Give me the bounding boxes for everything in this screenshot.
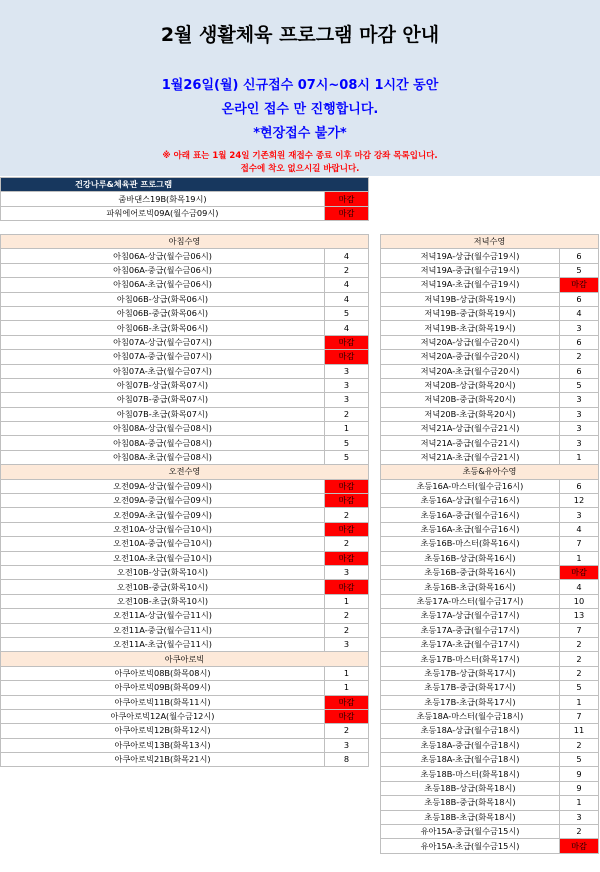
remaining-count: 6 [560, 479, 599, 493]
table-row [381, 306, 599, 320]
table-row [381, 594, 599, 608]
remaining-count: 2 [560, 652, 599, 666]
closed-badge: 마감 [560, 565, 599, 579]
program-name: 아침06A-초급(월수금06시) [1, 278, 325, 292]
closed-badge: 마감 [325, 494, 369, 508]
program-name: 초등17A-초급(월수금17시) [381, 637, 560, 651]
remaining-count: 2 [325, 609, 369, 623]
table-row [381, 652, 599, 666]
remaining-count: 6 [560, 292, 599, 306]
table-row [381, 450, 599, 464]
closed-badge: 마감 [560, 839, 599, 853]
table-row [1, 724, 369, 738]
remaining-count: 3 [560, 422, 599, 436]
program-name: 아침08A-상급(월수금08시) [1, 422, 325, 436]
program-name: 저녁19A-중급(월수금19시) [381, 263, 560, 277]
section-header-row [1, 235, 369, 249]
remaining-count: 3 [325, 378, 369, 392]
closed-badge: 마감 [325, 522, 369, 536]
program-name: 아쿠아로빅09B(화목09시) [1, 681, 325, 695]
closed-badge: 마감 [560, 278, 599, 292]
section-title: 아쿠아로빅 [1, 652, 369, 666]
remaining-count: 3 [325, 565, 369, 579]
table-row [1, 263, 369, 277]
table-row [1, 206, 369, 220]
remaining-count: 1 [325, 594, 369, 608]
table-row [381, 796, 599, 810]
closed-badge: 마감 [325, 709, 369, 723]
program-name: 유아15A-중급(월수금15시) [381, 825, 560, 839]
remaining-count: 2 [560, 738, 599, 752]
remaining-count: 3 [325, 364, 369, 378]
table-row [1, 753, 369, 767]
remaining-count: 4 [325, 249, 369, 263]
table-row [1, 537, 369, 551]
program-name: 아침07B-상급(화목07시) [1, 378, 325, 392]
table-row [1, 393, 369, 407]
remaining-count: 4 [325, 292, 369, 306]
table-row [381, 479, 599, 493]
closed-badge: 마감 [325, 192, 369, 206]
program-name: 아쿠아로빅12B(화목12시) [1, 724, 325, 738]
table-row [381, 436, 599, 450]
program-name: 초등17B-마스터(화목17시) [381, 652, 560, 666]
closed-badge: 마감 [325, 695, 369, 709]
remaining-count: 2 [560, 637, 599, 651]
section-title: 건강나루&체육관 프로그램 [1, 178, 369, 192]
table-row [381, 335, 599, 349]
program-name: 아침08A-중급(월수금08시) [1, 436, 325, 450]
program-name: 아침08A-초급(월수금08시) [1, 450, 325, 464]
remaining-count: 10 [560, 594, 599, 608]
table-row [381, 249, 599, 263]
table-row [1, 551, 369, 565]
program-name: 초등18B-초급(화목18시) [381, 810, 560, 824]
closed-badge: 마감 [325, 206, 369, 220]
remaining-count: 3 [325, 738, 369, 752]
remaining-count: 5 [325, 436, 369, 450]
table-row [1, 681, 369, 695]
program-name: 오전10A-초급(월수금10시) [1, 551, 325, 565]
program-name: 저녁19B-상급(화목19시) [381, 292, 560, 306]
program-name: 아침06A-중급(월수금06시) [1, 263, 325, 277]
notice-line-1: 1월26일(월) 신규접수 07시~08시 1시간 동안 [161, 78, 439, 93]
remaining-count: 3 [560, 508, 599, 522]
remaining-count: 11 [560, 724, 599, 738]
program-name: 아쿠아로빅21B(화목21시) [1, 753, 325, 767]
table-row [1, 350, 369, 364]
program-name: 초등16B-초급(화목16시) [381, 580, 560, 594]
program-name: 저녁20B-초급(화목20시) [381, 407, 560, 421]
program-name: 오전11A-중급(월수금11시) [1, 623, 325, 637]
section-header-row [1, 178, 369, 192]
remaining-count: 3 [560, 393, 599, 407]
table-row [1, 594, 369, 608]
remaining-count: 1 [560, 796, 599, 810]
remaining-count: 4 [560, 522, 599, 536]
remaining-count: 7 [560, 709, 599, 723]
program-name: 저녁20A-초급(월수금20시) [381, 364, 560, 378]
program-name: 초등17B-초급(화목17시) [381, 695, 560, 709]
program-name: 초등18B-상급(화목18시) [381, 781, 560, 795]
program-name: 아침06B-상급(화목06시) [1, 292, 325, 306]
table-row [1, 278, 369, 292]
table-row [381, 623, 599, 637]
table-row [381, 537, 599, 551]
section-title: 오전수영 [1, 465, 369, 479]
section-title: 아침수영 [1, 235, 369, 249]
program-name: 초등18A-초급(월수금18시) [381, 753, 560, 767]
remaining-count: 2 [325, 263, 369, 277]
table-row [1, 364, 369, 378]
remaining-count: 5 [560, 263, 599, 277]
remaining-count: 3 [560, 321, 599, 335]
table-row [1, 738, 369, 752]
program-name: 오전10A-중급(월수금10시) [1, 537, 325, 551]
program-name: 저녁21A-초급(월수금21시) [381, 450, 560, 464]
remaining-count: 2 [560, 825, 599, 839]
program-name: 초등18B-중급(화목18시) [381, 796, 560, 810]
table-row [381, 753, 599, 767]
remaining-count: 3 [560, 810, 599, 824]
section-title: 저녁수영 [381, 235, 599, 249]
table-row [1, 508, 369, 522]
program-name: 오전11A-초급(월수금11시) [1, 637, 325, 651]
program-name: 오전10B-상급(화목10시) [1, 565, 325, 579]
table-row [1, 335, 369, 349]
page-title: 2월 생활체육 프로그램 마감 안내 [160, 24, 440, 46]
section-title: 초등&유아수영 [381, 465, 599, 479]
program-name: 초등17B-상급(화목17시) [381, 666, 560, 680]
program-table-top [0, 177, 369, 221]
remaining-count: 2 [325, 724, 369, 738]
table-row [1, 249, 369, 263]
table-row [381, 781, 599, 795]
program-name: 저녁19A-초급(월수금19시) [381, 278, 560, 292]
program-name: 오전09A-중급(월수금09시) [1, 494, 325, 508]
program-name: 저녁19A-상급(월수금19시) [381, 249, 560, 263]
table-row [381, 350, 599, 364]
table-row [381, 738, 599, 752]
notice-header [0, 0, 600, 176]
remaining-count: 1 [325, 666, 369, 680]
program-name: 오전10B-중급(화목10시) [1, 580, 325, 594]
program-name: 줌바댄스19B(화목19시) [1, 192, 325, 206]
program-name: 초등18A-중급(월수금18시) [381, 738, 560, 752]
table-row [1, 580, 369, 594]
section-header-row [381, 235, 599, 249]
remaining-count: 12 [560, 494, 599, 508]
program-name: 초등16A-상급(월수금16시) [381, 494, 560, 508]
table-row [1, 494, 369, 508]
remaining-count: 1 [560, 695, 599, 709]
program-name: 오전11A-상급(월수금11시) [1, 609, 325, 623]
table-row [1, 666, 369, 680]
program-name: 저녁21A-중급(월수금21시) [381, 436, 560, 450]
table-row [381, 407, 599, 421]
table-row [381, 378, 599, 392]
program-name: 아침07A-상급(월수금07시) [1, 335, 325, 349]
remaining-count: 9 [560, 781, 599, 795]
table-row [381, 364, 599, 378]
table-row [381, 508, 599, 522]
program-name: 아침06B-중급(화목06시) [1, 306, 325, 320]
remaining-count: 5 [560, 681, 599, 695]
program-name: 저녁20B-상급(화목20시) [381, 378, 560, 392]
table-row [1, 292, 369, 306]
program-name: 오전09A-상급(월수금09시) [1, 479, 325, 493]
table-row [381, 609, 599, 623]
program-table-right [380, 234, 599, 854]
remaining-count: 5 [325, 306, 369, 320]
remaining-count: 5 [325, 450, 369, 464]
closed-badge: 마감 [325, 580, 369, 594]
program-name: 아침07A-중급(월수금07시) [1, 350, 325, 364]
remaining-count: 1 [560, 551, 599, 565]
closed-badge: 마감 [325, 350, 369, 364]
program-name: 초등16B-중급(화목16시) [381, 565, 560, 579]
program-name: 아쿠아로빅11B(화목11시) [1, 695, 325, 709]
remaining-count: 3 [325, 637, 369, 651]
remaining-count: 2 [325, 508, 369, 522]
table-row [381, 263, 599, 277]
table-row [1, 192, 369, 206]
warning-line-2: 접수에 착오 없으시길 바랍니다. [240, 164, 360, 174]
table-row [381, 565, 599, 579]
program-table-left [0, 234, 369, 767]
program-name: 유아15A-초급(월수금15시) [381, 839, 560, 853]
remaining-count: 3 [560, 407, 599, 421]
table-row [381, 681, 599, 695]
remaining-count: 13 [560, 609, 599, 623]
section-header-row [1, 652, 369, 666]
remaining-count: 6 [560, 335, 599, 349]
remaining-count: 4 [325, 321, 369, 335]
warning-line-1: ※ 아래 표는 1월 24일 기존회원 재접수 종료 이후 마감 강좌 목록입니다. [162, 151, 438, 161]
remaining-count: 4 [325, 278, 369, 292]
program-name: 저녁19B-초급(화목19시) [381, 321, 560, 335]
table-row [381, 839, 599, 853]
program-name: 아쿠아로빅12A(월수금12시) [1, 709, 325, 723]
table-row [1, 479, 369, 493]
program-name: 초등16B-마스터(화목16시) [381, 537, 560, 551]
table-row [381, 494, 599, 508]
table-row [1, 436, 369, 450]
remaining-count: 6 [560, 249, 599, 263]
table-row [1, 321, 369, 335]
remaining-count: 7 [560, 537, 599, 551]
program-name: 저녁19B-중급(화목19시) [381, 306, 560, 320]
remaining-count: 2 [325, 537, 369, 551]
closed-badge: 마감 [325, 551, 369, 565]
program-name: 저녁21A-상급(월수금21시) [381, 422, 560, 436]
table-row [1, 407, 369, 421]
program-name: 초등16A-마스터(월수금16시) [381, 479, 560, 493]
program-name: 파워에어로빅09A(월수금09시) [1, 206, 325, 220]
remaining-count: 6 [560, 364, 599, 378]
remaining-count: 2 [560, 666, 599, 680]
program-name: 초등16B-상급(화목16시) [381, 551, 560, 565]
notice-line-3: *현장접수 불가* [253, 126, 347, 141]
remaining-count: 5 [560, 378, 599, 392]
program-name: 아침06A-상급(월수금06시) [1, 249, 325, 263]
program-name: 아침07B-초급(화목07시) [1, 407, 325, 421]
remaining-count: 7 [560, 623, 599, 637]
section-header-row [1, 465, 369, 479]
remaining-count: 5 [560, 753, 599, 767]
table-row [1, 450, 369, 464]
program-name: 초등18A-마스터(월수금18시) [381, 709, 560, 723]
program-name: 초등18A-상급(월수금18시) [381, 724, 560, 738]
table-row [381, 580, 599, 594]
table-row [1, 422, 369, 436]
program-name: 아침07A-초급(월수금07시) [1, 364, 325, 378]
table-row [1, 637, 369, 651]
table-row [1, 378, 369, 392]
table-row [381, 767, 599, 781]
program-name: 아쿠아로빅08B(화목08시) [1, 666, 325, 680]
remaining-count: 4 [560, 580, 599, 594]
remaining-count: 3 [560, 436, 599, 450]
program-name: 초등16A-초급(월수금16시) [381, 522, 560, 536]
remaining-count: 2 [325, 407, 369, 421]
table-row [381, 709, 599, 723]
remaining-count: 4 [560, 306, 599, 320]
remaining-count: 2 [325, 623, 369, 637]
table-row [1, 709, 369, 723]
table-row [1, 609, 369, 623]
table-row [381, 422, 599, 436]
table-row [381, 522, 599, 536]
program-name: 초등17A-상급(월수금17시) [381, 609, 560, 623]
table-row [381, 666, 599, 680]
table-row [1, 565, 369, 579]
program-name: 저녁20A-상급(월수금20시) [381, 335, 560, 349]
program-name: 초등17A-마스터(월수금17시) [381, 594, 560, 608]
closed-badge: 마감 [325, 479, 369, 493]
table-row [381, 278, 599, 292]
table-row [381, 321, 599, 335]
remaining-count: 2 [560, 350, 599, 364]
program-name: 아침07B-중급(화목07시) [1, 393, 325, 407]
table-row [381, 393, 599, 407]
program-name: 오전10A-상급(월수금10시) [1, 522, 325, 536]
table-row [1, 522, 369, 536]
program-name: 오전10B-초급(화목10시) [1, 594, 325, 608]
table-row [381, 695, 599, 709]
remaining-count: 9 [560, 767, 599, 781]
program-name: 아침06B-초급(화목06시) [1, 321, 325, 335]
remaining-count: 3 [325, 393, 369, 407]
remaining-count: 1 [325, 681, 369, 695]
remaining-count: 1 [325, 422, 369, 436]
program-name: 오전09A-초급(월수금09시) [1, 508, 325, 522]
remaining-count: 1 [560, 450, 599, 464]
program-name: 아쿠아로빅13B(화목13시) [1, 738, 325, 752]
table-row [381, 810, 599, 824]
program-name: 초등17A-중급(월수금17시) [381, 623, 560, 637]
program-name: 초등17B-중급(화목17시) [381, 681, 560, 695]
table-row [381, 724, 599, 738]
table-row [1, 623, 369, 637]
table-row [381, 551, 599, 565]
table-row [381, 637, 599, 651]
table-row [381, 292, 599, 306]
remaining-count: 8 [325, 753, 369, 767]
table-row [1, 695, 369, 709]
notice-line-2: 온라인 접수 만 진행합니다. [221, 102, 379, 117]
table-row [1, 306, 369, 320]
section-header-row [381, 465, 599, 479]
table-row [381, 825, 599, 839]
program-name: 초등16A-중급(월수금16시) [381, 508, 560, 522]
program-name: 저녁20B-중급(화목20시) [381, 393, 560, 407]
closed-badge: 마감 [325, 335, 369, 349]
program-name: 초등18B-마스터(화목18시) [381, 767, 560, 781]
program-name: 저녁20A-중급(월수금20시) [381, 350, 560, 364]
